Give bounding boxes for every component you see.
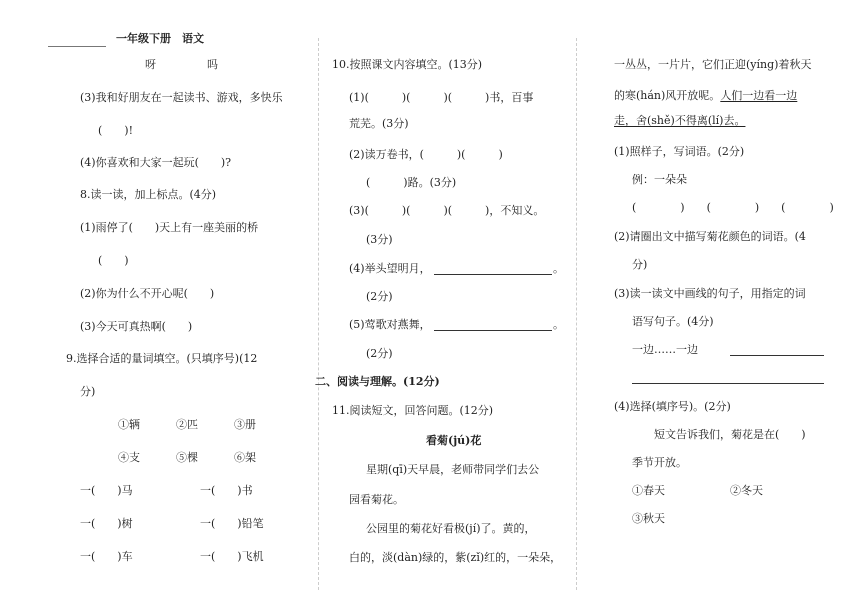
question-line: (2)读万卷书，( )( ) bbox=[349, 148, 503, 161]
question-line: (4)举头望明月， bbox=[349, 262, 431, 275]
question-line: 短文告诉我们，菊花是在( ) bbox=[654, 428, 806, 441]
question-line: (1)( )( )( )书，百事 bbox=[349, 91, 534, 104]
question-line: (4)你喜欢和大家一起玩( )? bbox=[80, 156, 232, 169]
prompt-words: 一边……一边 bbox=[632, 343, 698, 356]
underlined-sentence: 走，舍(shě)不得离(lí)去。 bbox=[614, 114, 746, 127]
question-title: 8.读一读，加上标点。(4分) bbox=[80, 188, 217, 201]
question-line: (3)今天可真热啊( ) bbox=[80, 320, 193, 333]
question-line: (5)莺歌对燕舞， bbox=[349, 318, 431, 331]
fill-blank[interactable]: 一( )马 bbox=[80, 484, 133, 497]
passage-line: 白的，淡(dàn)绿的，紫(zǐ)红的，一朵朵， bbox=[349, 551, 562, 564]
question-line: (2)你为什么不开心呢( ) bbox=[80, 287, 215, 300]
answer-blank[interactable]: ( ) bbox=[98, 254, 129, 267]
measure-word-option: ②匹 bbox=[176, 418, 198, 431]
passage-title: 看菊(jú)花 bbox=[426, 434, 482, 447]
answer-option[interactable]: ③秋天 bbox=[632, 512, 665, 525]
question-line: (3)( )( )( )，不知义。 bbox=[349, 204, 545, 217]
section-heading: 二、阅读与理解。(12分) bbox=[315, 375, 440, 388]
answer-line[interactable] bbox=[730, 355, 824, 356]
answer-option[interactable]: ②冬天 bbox=[730, 484, 763, 497]
passage-line: 一丛丛，一片片，它们正迎(yíng)着秋天 bbox=[614, 58, 812, 71]
question-line: (3分) bbox=[366, 233, 393, 246]
question-title: 9.选择合适的量词填空。(只填序号)(12 bbox=[66, 352, 258, 365]
answer-line[interactable] bbox=[434, 274, 552, 275]
question-line: 季节开放。 bbox=[632, 456, 687, 469]
question-line: 语写句子。(4分) bbox=[632, 315, 714, 328]
fill-blank[interactable]: 一( )书 bbox=[200, 484, 253, 497]
passage-line: 星期(qī)天早晨，老师带同学们去公 bbox=[366, 463, 540, 476]
question-line: (4)选择(填序号)。(2分) bbox=[614, 400, 731, 413]
fill-blank[interactable]: 一( )树 bbox=[80, 517, 133, 530]
answer-option[interactable]: ①春天 bbox=[632, 484, 665, 497]
question-line: (2分) bbox=[366, 347, 393, 360]
question-line: (2)请圈出文中描写菊花颜色的词语。(4 bbox=[614, 230, 806, 243]
question-title: 11.阅读短文，回答问题。(12分) bbox=[332, 404, 494, 417]
example-word: 例：一朵朵 bbox=[632, 173, 687, 186]
fill-blank[interactable]: 一( )铅笔 bbox=[200, 517, 264, 530]
word-option: 呀 bbox=[145, 58, 156, 71]
column-divider bbox=[576, 38, 577, 590]
word-option: 吗 bbox=[207, 58, 218, 71]
fill-blank[interactable]: 一( )车 bbox=[80, 550, 133, 563]
question-line: (2分) bbox=[366, 290, 393, 303]
question-line: 荒芜。(3分) bbox=[349, 117, 409, 130]
underlined-sentence: 人们一边看一边 bbox=[720, 89, 798, 102]
question-line: (3)读一读文中画线的句子，用指定的词 bbox=[614, 287, 806, 300]
measure-word-option: ⑥架 bbox=[234, 451, 256, 464]
measure-word-option: ④支 bbox=[118, 451, 140, 464]
fill-blank[interactable]: 一( )飞机 bbox=[200, 550, 264, 563]
answer-line[interactable] bbox=[434, 330, 552, 331]
question-title: 分) bbox=[80, 385, 96, 398]
punctuation: 。 bbox=[553, 262, 564, 275]
measure-word-option: ③册 bbox=[234, 418, 256, 431]
passage-line: 园看菊花。 bbox=[349, 493, 404, 506]
question-line: (3)我和好朋友在一起读书、游戏，多快乐 bbox=[80, 91, 283, 104]
column-divider bbox=[318, 38, 319, 590]
passage-line bbox=[614, 89, 797, 103]
answer-blanks[interactable]: ( ) ( ) ( ) bbox=[632, 201, 834, 214]
question-line: (1)雨停了( )天上有一座美丽的桥 bbox=[80, 221, 259, 234]
measure-word-option: ①辆 bbox=[118, 418, 140, 431]
passage-text: 的寒(hán)风开放呢。 bbox=[614, 89, 721, 102]
header-rule bbox=[48, 46, 106, 47]
answer-blank[interactable]: ( )! bbox=[98, 124, 134, 137]
question-line: 分) bbox=[632, 258, 648, 271]
question-title: 10.按照课文内容填空。(13分) bbox=[332, 58, 483, 71]
question-line: (1)照样子，写词语。(2分) bbox=[614, 145, 745, 158]
question-line: ( )路。(3分) bbox=[366, 176, 457, 189]
passage-line: 公园里的菊花好看极(jí)了。黄的， bbox=[366, 522, 536, 535]
page-header: 一年级下册 语文 bbox=[116, 32, 204, 45]
punctuation: 。 bbox=[553, 318, 564, 331]
measure-word-option: ⑤棵 bbox=[176, 451, 198, 464]
answer-line[interactable] bbox=[632, 383, 824, 384]
